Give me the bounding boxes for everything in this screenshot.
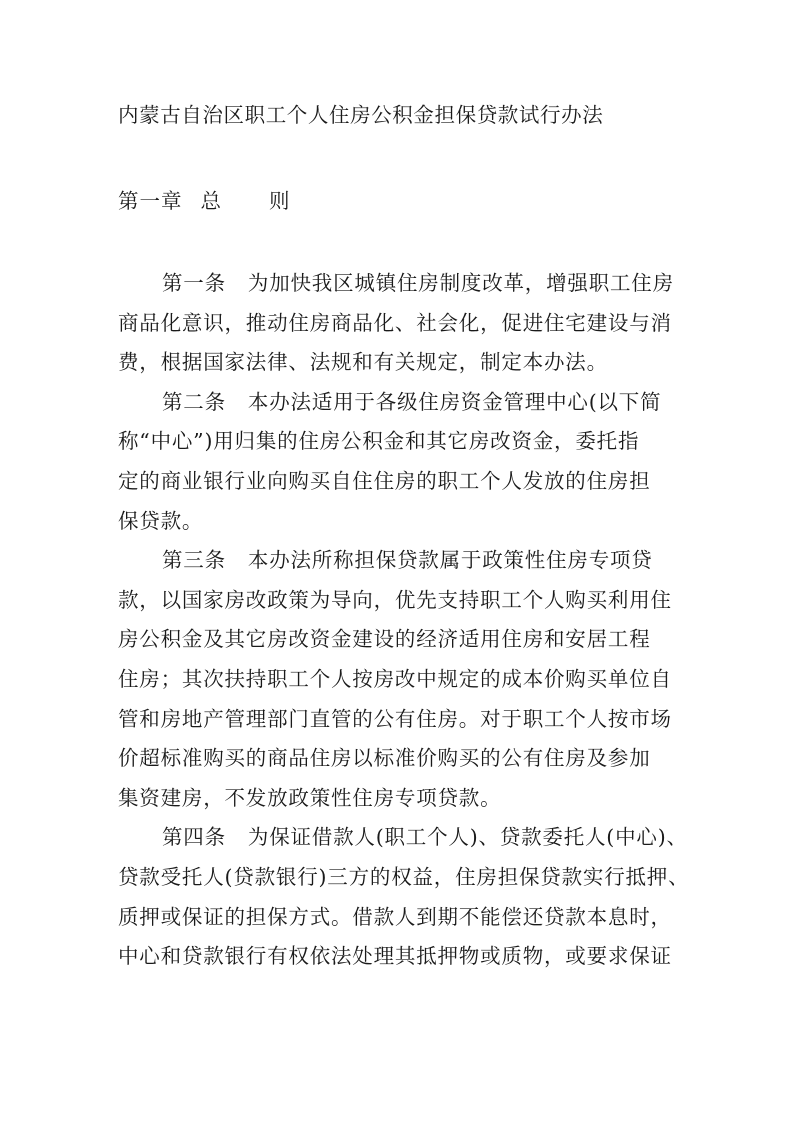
- article-line: 房公积金及其它房改资金建设的经济适用住房和安居工程: [118, 627, 651, 652]
- chapter-number: 第一章: [118, 189, 183, 213]
- article-label: 第三条: [162, 548, 226, 573]
- article-text: 为保证借款人(职工个人)、贷款委托人(中心)、: [247, 825, 688, 850]
- document-title: 内蒙古自治区职工个人住房公积金担保贷款试行办法: [118, 103, 604, 127]
- article-line: 贷款受托人(贷款银行)三方的权益，住房担保贷款实行抵押、: [118, 864, 690, 889]
- article-line: 质押或保证的担保方式。借款人到期不能偿还贷款本息时，: [118, 904, 672, 929]
- chapter-name-part2: 则: [269, 189, 290, 213]
- article-line: [118, 818, 688, 858]
- chapter-name-part1: 总: [200, 189, 221, 213]
- chapter-heading: [118, 186, 290, 216]
- article-label: 第一条: [162, 271, 226, 295]
- article-line: 保贷款。: [118, 508, 204, 533]
- article-line: [118, 541, 688, 581]
- article-text: 本办法适用于各级住房资金管理中心(以下简: [247, 389, 662, 414]
- article-line: 管和房地产管理部门直管的公有住房。对于职工个人按市场: [118, 706, 672, 731]
- article-label: 第四条: [162, 825, 226, 850]
- article-line: 住房；其次扶持职工个人按房改中规定的成本价购买单位自: [118, 666, 672, 691]
- article-line: 称“中心”)用归集的住房公积金和其它房改资金，委托指: [118, 429, 640, 454]
- article-line: [118, 264, 688, 304]
- article-label: 第二条: [162, 389, 226, 414]
- article-line: 价超标准购买的商品住房以标准价购买的公有住房及参加: [118, 746, 651, 771]
- article-line: 费，根据国家法律、法规和有关规定，制定本办法。: [118, 350, 608, 375]
- article-line: [118, 383, 688, 423]
- article-text: 为加快我区城镇住房制度改革，增强职工住房: [247, 271, 674, 295]
- document-body: [118, 264, 688, 977]
- article-line: 商品化意识，推动住房商品化、社会化，促进住宅建设与消: [118, 310, 672, 335]
- article-line: 定的商业银行业向购买自住住房的职工个人发放的住房担: [118, 468, 651, 493]
- article-text: 本办法所称担保贷款属于政策性住房专项贷: [247, 548, 653, 573]
- article-line: 集资建房，不发放政策性住房专项贷款。: [118, 785, 502, 810]
- article-line: 款，以国家房改政策为导向，优先支持职工个人购买利用住: [118, 587, 672, 612]
- article-line: 中心和贷款银行有权依法处理其抵押物或质物，或要求保证: [118, 944, 672, 969]
